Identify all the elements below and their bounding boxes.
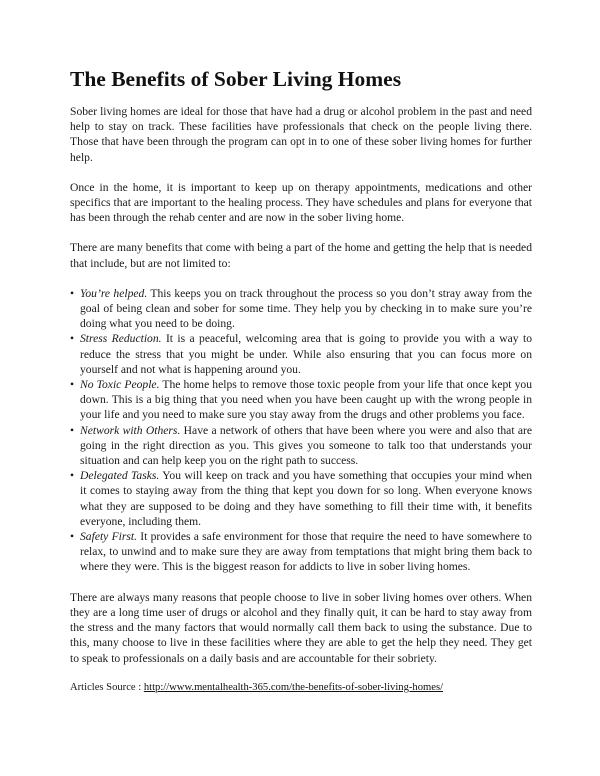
list-item bbox=[70, 286, 532, 332]
bullet-marker: • bbox=[70, 530, 75, 544]
list-item-lead: Stress Reduction. bbox=[80, 332, 162, 346]
document-page bbox=[70, 66, 532, 695]
list-item-text: You will keep on track and you have something that occupies your mind when it comes to staying away from the thing that kept you down for so long. When everyone knows what they are supposed to be doing and they have something to fill their time with, it benefits everyone, including them. bbox=[80, 469, 532, 528]
list-item-lead: You’re helped. bbox=[80, 286, 148, 300]
list-item-lead: Network with Others. bbox=[80, 423, 181, 437]
benefits-list bbox=[70, 286, 532, 575]
list-item-text: The home helps to remove those toxic people from your life that once kept you down. This is a big thing that you need when you have been caught up with the wrong people in your life and you need to make sure you stay away from the drugs and other problems you face. bbox=[80, 378, 532, 422]
bullet-marker: • bbox=[70, 378, 75, 392]
list-item-lead: No Toxic People. bbox=[80, 378, 160, 392]
list-item-text: It is a peaceful, welcoming area that is going to provide you with a way to reduce the stress that you might be under. While also ensuring that you can focus more on yourself and not what is happening around you. bbox=[80, 332, 533, 376]
list-item bbox=[70, 468, 532, 529]
list-item-lead: Safety First. bbox=[80, 530, 138, 544]
list-item bbox=[70, 331, 532, 377]
bullet-marker: • bbox=[70, 469, 75, 483]
bullet-marker: • bbox=[70, 286, 75, 300]
home-paragraph: Once in the home, it is important to keep up on therapy appointments, medications and other specifics that are important to the healing process. They have schedules and plans for everyone that has been through the rehab center and are now in the sober living home. bbox=[70, 180, 532, 225]
bullet-marker: • bbox=[70, 423, 75, 437]
intro-paragraph: Sober living homes are ideal for those that have had a drug or alcohol problem in the past and need help to stay on track. These facilities have professionals that check on the people living there. Those that have been through the program can opt in to one of these sober living homes for further help. bbox=[70, 105, 532, 164]
page-title: The Benefits of Sober Living Homes bbox=[70, 67, 402, 91]
benefits-lead-paragraph: There are many benefits that come with being a part of the home and getting the help that is needed that include, but are not limited to: bbox=[70, 241, 532, 270]
closing-paragraph: There are always many reasons that people choose to live in sober living homes over others. When they are a long time user of drugs or alcohol and they finally quit, it can be hard to stay away from the stress and the many factors that would normally call them back to using the substance. Due to this, many choose to live in these facilities where they are able to get the help they need. They get to speak to professionals on a daily basis and are accountable for their sobriety. bbox=[70, 590, 532, 665]
list-item-lead: Delegated Tasks. bbox=[80, 469, 160, 483]
list-item-text: It provides a safe environment for those that require the need to have somewhere to relax, to unwind and to make sure they are away from temptations that might bring them back to where they were. This is the biggest reason for addicts to live in sober living homes. bbox=[80, 530, 532, 574]
source-label: Articles Source : bbox=[70, 681, 144, 693]
list-item bbox=[70, 529, 532, 575]
list-item bbox=[70, 377, 532, 423]
source-link[interactable]: http://www.mentalhealth-365.com/the-benefits-of-sober-living-homes/ bbox=[143, 681, 444, 693]
list-item bbox=[70, 423, 532, 469]
list-item-text: Have a network of others that have been where you were and also that are going in the right direction as you. This gives you someone to talk too that understands your situation and can help keep you on the right path to success. bbox=[80, 423, 533, 468]
articles-source bbox=[70, 681, 532, 695]
bullet-marker: • bbox=[70, 332, 75, 346]
list-item-text: This keeps you on track throughout the process so you don’t stray away from the goal of being clean and sober for some time. They help you by checking in to make sure you’re doing what you need to be doing. bbox=[80, 286, 533, 331]
